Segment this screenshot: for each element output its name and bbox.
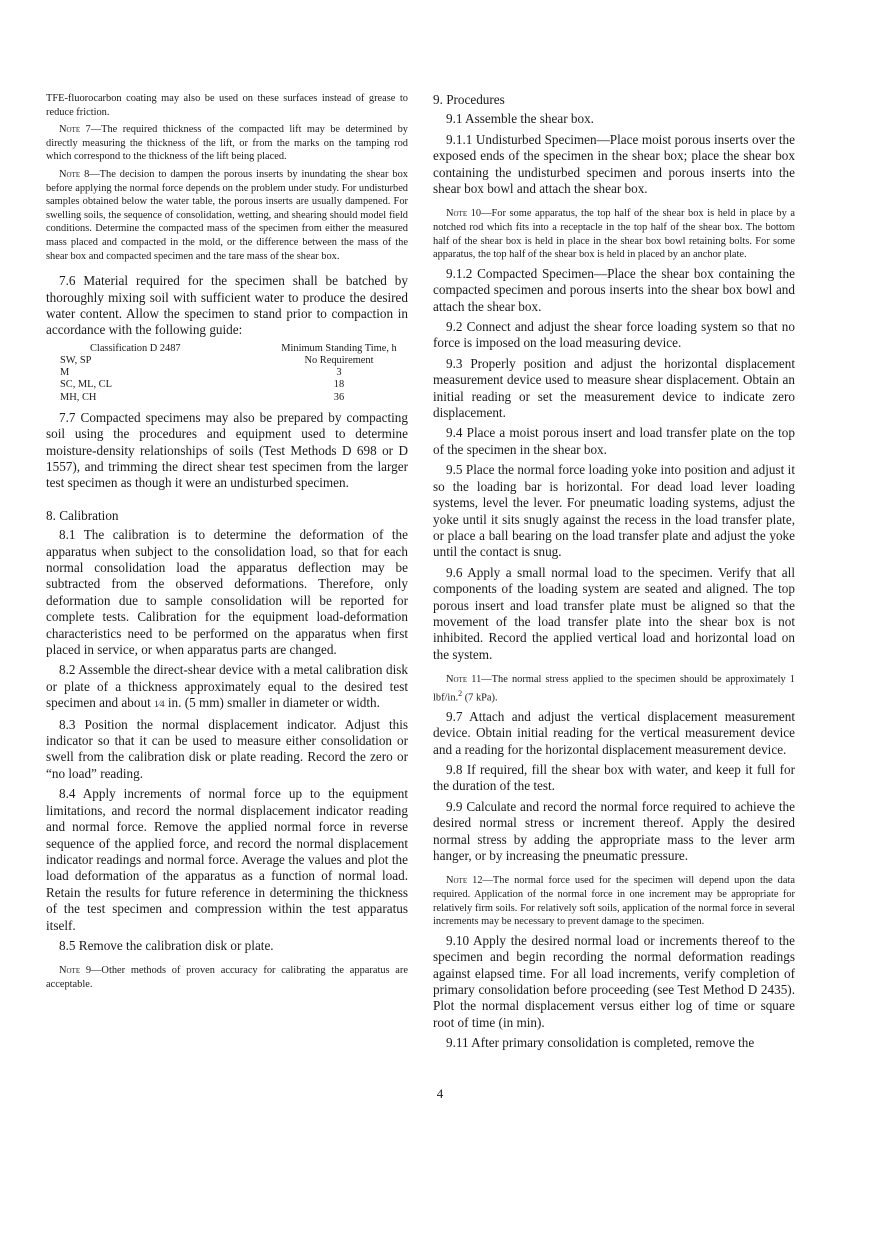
paragraph-8-1: 8.1 The calibration is to determine the deformation of the apparatus when subject to the consolidation load, so that for each normal consolidation load the apparatus deflection may be subtracted from the observed deformations. Therefore, only deformation due to sample consolidation will be reported for complete tests. Calibration for the equipment load-deformation characteristics need to be performed on the apparatus when first placed in service, or when apparatus parts are changed. — [46, 527, 408, 658]
paragraph-8-3: 8.3 Position the normal displacement indicator. Adjust this indicator so that it can be used to measure either consolidation or swell from the calibration disk or plate reading. Record the zero or “no load” reading. — [46, 716, 408, 781]
paragraph-9-1-2: 9.1.2 Compacted Specimen—Place the shear box containing the compacted specimen and porous inserts into the shear box bowl and attach the shear box. — [433, 265, 795, 314]
note-label: Note — [59, 965, 81, 977]
section-9-heading: 9. Procedures — [433, 92, 505, 107]
paragraph-9-5: 9.5 Place the normal force loading yoke into position and adjust it so the loading bar is horizontal. For dead load lever loading systems, level the lever. For pneumatic loading systems, adjust the yoke until it sits snugly against the recess in the load transfer plate, or place a ball bearing on the load transfer plate and adjust the yoke until the contact is snug. — [433, 462, 795, 560]
paragraph-9-1: 9.1 Assemble the shear box. — [446, 111, 594, 127]
standing-time-table — [46, 343, 408, 404]
table-row: M 3 — [60, 367, 342, 379]
paragraph-9-4: 9.4 Place a moist porous insert and load transfer plate on the top of the specimen in the shear box. — [433, 425, 795, 457]
paragraph-9-11: 9.11 After primary consolidation is completed, remove the — [446, 1035, 755, 1051]
note-label: Note — [446, 208, 468, 220]
table-header-time: Minimum Standing Time, h — [281, 342, 397, 354]
paragraph-7-6: 7.6 Material required for the specimen shall be batched by thoroughly mixing soil with sufficient water to produce the desired water content. Allow the specimen to stand prior to compaction in accordance with the following guide: — [46, 273, 408, 338]
paragraph-7-7: 7.7 Compacted specimens may also be prepared by compacting soil using the procedures and equipment used to determine moisture-density relationships of soils (Test Methods D 698 or D 1557), and trimming the direct shear test specimen from the larger test specimen as though it were an undisturbed specimen. — [46, 409, 408, 491]
paragraph-9-2: 9.2 Connect and adjust the shear force loading system so that no force is imposed on the load measuring device. — [433, 319, 795, 351]
table-row: SC, ML, CL 18 — [60, 379, 345, 391]
note-label: Note — [59, 124, 81, 136]
paragraph-8-2: 8.2 Assemble the direct-shear device with a metal calibration disk or plate of a thickness approximately equal to the desired test specimen and about 1⁄4 in. (5 mm) smaller in diameter or width. — [46, 662, 408, 711]
paragraph-9-8: 9.8 If required, fill the shear box with water, and keep it full for the duration of the test. — [433, 762, 795, 794]
note-11: Note 11—The normal stress applied to the specimen should be approximately 1 lbf/in.$^2$ (7 kPa). — [433, 674, 795, 704]
right-column — [433, 92, 795, 1056]
paragraph-9-3: 9.3 Properly position and adjust the horizontal displacement measurement device used to measure shear displacement. Obtain an initial reading or set the measurement device to indicate zero displacement. — [433, 355, 795, 421]
note-9: Note 9—Other methods of proven accuracy for calibrating the apparatus are acceptable. — [46, 965, 408, 990]
paragraph-8-5: 8.5 Remove the calibration disk or plate. — [59, 937, 274, 953]
table-row: SW, SP No Requirement — [60, 354, 374, 366]
note-7: Note 7—The required thickness of the compacted lift may be determined by directly measuring the thickness of the lift, or from the marks on the tamping rod which correspond to the thickness of the lift being placed. — [46, 124, 408, 163]
note-label: Note — [446, 875, 468, 887]
fraction: 1⁄4 — [154, 699, 165, 710]
paragraph-9-9: 9.9 Calculate and record the normal force required to achieve the desired normal stress or increment thereof. Apply the desired normal stress by adding the appropriate mass to the lever arm hanger, or by increasing the pneumatic pressure. — [433, 798, 795, 864]
note-10: Note 10—For some apparatus, the top half of the shear box is held in place by a notched rod which fits into a receptacle in the top half of the shear box. The bottom half of the shear box is held in place in the shear box bowl retaining bolts. For some apparatus, the top half of the shear box is held in placed by an anchor plate. — [433, 208, 795, 261]
section-8-heading: 8. Calibration — [46, 507, 119, 523]
paragraph-9-10: 9.10 Apply the desired normal load or increments thereof to the specimen and begin recording the normal deformation readings against elapsed time. For all load increments, verify completion of primary consolidation before proceeding (see Test Method D 2435). Plot the normal displacement versus either log of time or square root of time (in min). — [433, 932, 795, 1030]
paragraph-9-1-1: 9.1.1 Undisturbed Specimen—Place moist porous inserts over the exposed ends of the specimen in the shear box; place the shear box containing the undisturbed specimen and porous inserts into the shear box bowl and attach the shear box. — [433, 131, 795, 197]
tfe-text: TFE-fluorocarbon coating may also be used on these surfaces instead of grease to reduce friction. — [46, 93, 408, 118]
note-label: Note — [446, 674, 468, 686]
left-column — [46, 92, 408, 996]
table-row: MH, CH 36 — [60, 391, 345, 403]
paragraph-9-6: 9.6 Apply a small normal load to the specimen. Verify that all components of the loading system are seated and aligned. The top porous insert and load transfer plate must be aligned so that the movement of the load transfer plate into the shear box is not inhibited. Record the applied vertical load and horizontal load on the system. — [433, 564, 795, 662]
table-header-classification: Classification D 2487 — [90, 342, 181, 354]
note-label: Note — [59, 168, 81, 180]
note-12: Note 12—The normal force used for the specimen will depend upon the data required. Application of the normal force in one increment may be appropriate for relatively firm soils. For relatively soft soils, application of the normal force in several increments may be necessary to prevent damage to the specimen. — [433, 875, 795, 928]
note-8: Note 8—The decision to dampen the porous inserts by inundating the shear box before applying the normal force depends on the problem under study. For undisturbed samples obtained below the water table, the porous inserts are usually dampened. For swelling soils, the sequence of consolidation, wetting, and shearing should model field conditions. Determine the compacted mass of the specimen from either the measured mass placed and compacted in the mold, or the difference between the mass of the shear box and compacted specimen and the tare mass of the shear box. — [46, 168, 408, 262]
paragraph-9-7: 9.7 Attach and adjust the vertical displacement measurement device. Obtain initial reading for the vertical measurement device and a reading for the horizontal displacement measurement device. — [433, 708, 795, 757]
paragraph-8-4: 8.4 Apply increments of normal force up to the equipment limitations, and record the normal displacement indicator reading and normal force. Remove the applied normal force in reverse sequence of the applied force, and record the normal displacement indicator readings and normal force. Average the values and plot the load deformation of the apparatus as a function of normal load. Retain the results for future reference in determining the thickness of the test specimen and compression within the test apparatus itself. — [46, 786, 408, 933]
page-number: 4 — [436, 1086, 444, 1101]
